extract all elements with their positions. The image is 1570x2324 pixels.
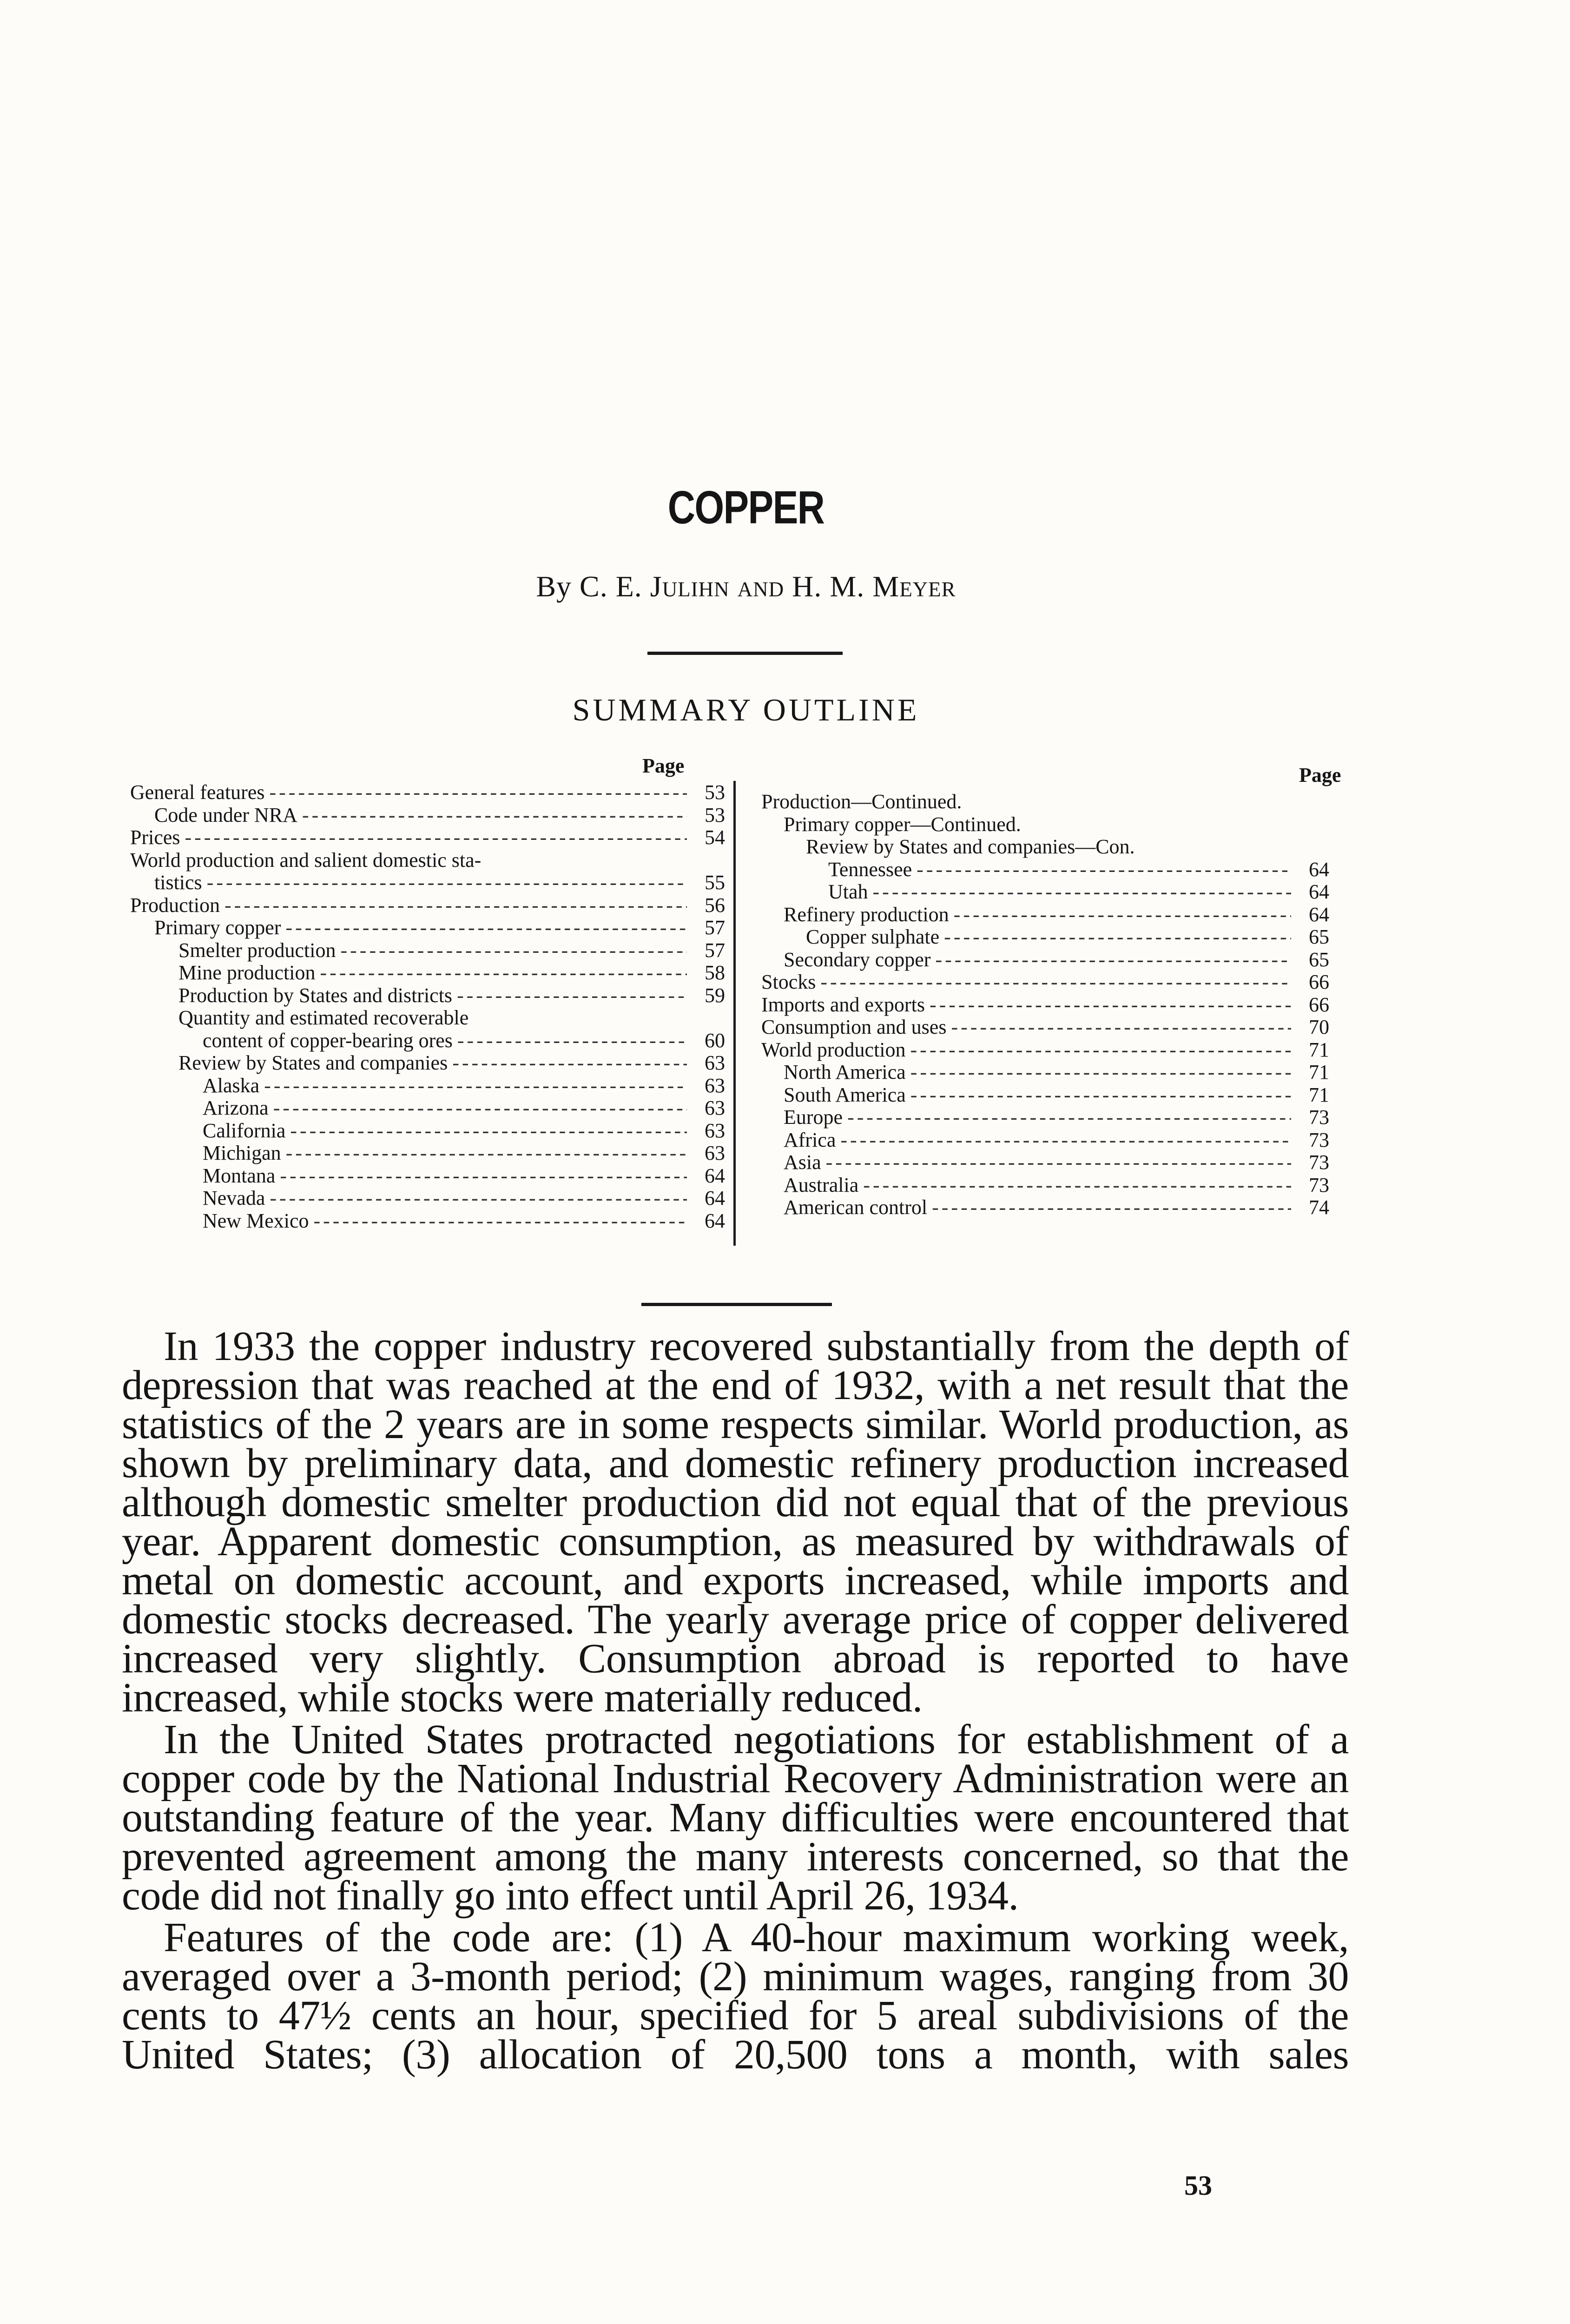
toc-entry-label: Copper sulphate (806, 925, 940, 948)
toc-entry-page: 65 (1309, 925, 1329, 948)
toc-entry (761, 1129, 1342, 1152)
toc-entry-label: Prices (130, 826, 180, 849)
toc-entry-page: 55 (705, 871, 725, 894)
author-1: Julihn (650, 570, 730, 603)
toc-entry-label: Review by States and companies (178, 1051, 448, 1074)
toc-entry-page: 63 (705, 1051, 725, 1074)
summary-outline-heading: SUMMARY OUTLINE (572, 692, 920, 727)
toc-entry (761, 880, 1342, 904)
toc-leader-dots (207, 871, 687, 894)
byline (0, 569, 1492, 604)
toc-entry-page: 56 (705, 893, 725, 917)
toc-entry-label: Europe (784, 1106, 843, 1129)
toc-entry-label: General features (130, 781, 265, 804)
toc-entry (130, 1029, 738, 1052)
toc-entry (761, 1016, 1342, 1039)
toc-entry (130, 871, 738, 894)
toc-entry-page: 53 (705, 781, 725, 804)
toc-entry-label: Arizona (203, 1096, 269, 1119)
toc-entry-page: 66 (1309, 993, 1329, 1016)
toc-leader-dots (457, 984, 687, 1007)
toc-leader-dots (840, 1129, 1291, 1152)
byline-prefix: By C. E. (536, 570, 642, 603)
toc-leader-dots (944, 925, 1291, 949)
toc-leader-dots (224, 894, 687, 917)
toc-entry (761, 948, 1342, 971)
toc-entry (130, 1209, 738, 1233)
toc-entry-label: Refinery production (784, 903, 949, 926)
toc-entry-label: American control (784, 1196, 928, 1219)
toc-leader-dots (910, 1038, 1291, 1062)
toc-entry (130, 961, 738, 984)
toc-entry-page: 64 (1309, 880, 1329, 903)
author-2-initials: H. M. (792, 570, 865, 603)
toc-entry (761, 971, 1342, 994)
toc-entry-page: 63 (705, 1142, 725, 1164)
toc-entry (761, 1151, 1342, 1174)
toc-entry (761, 835, 1342, 858)
toc-leader-dots (269, 781, 687, 804)
toc-entry-label: Production (130, 893, 220, 917)
toc-entry-page: 63 (705, 1096, 725, 1119)
author-2: Meyer (872, 570, 956, 603)
toc-entry-page: 73 (1309, 1128, 1329, 1151)
toc-entry-label: Montana (203, 1164, 276, 1187)
toc-entry (130, 916, 738, 939)
toc-leader-dots (932, 1196, 1291, 1219)
toc-leader-dots (930, 993, 1291, 1017)
toc-leader-dots (847, 1106, 1291, 1129)
toc-entry-label: Africa (784, 1128, 836, 1151)
toc-entry-label: Nevada (203, 1187, 265, 1209)
toc-entry-label: Production by States and districts (178, 984, 453, 1007)
toc-entry (130, 781, 738, 804)
toc-entry-label: World production and salient domestic sta- (130, 848, 482, 872)
toc-leader-dots (457, 1029, 687, 1052)
toc-entry-label: California (203, 1119, 286, 1142)
toc-leader-dots (314, 1209, 687, 1233)
toc-entry-page: 58 (705, 961, 725, 984)
toc-entry (761, 1038, 1342, 1062)
toc-entry-label: South America (784, 1083, 906, 1106)
page-title: COPPER (667, 482, 825, 534)
toc-entry-page: 57 (705, 916, 725, 939)
toc-entry (761, 993, 1342, 1017)
toc-entry-label: Imports and exports (761, 993, 925, 1016)
outline-end-rule (641, 1303, 832, 1306)
toc-entry-label: Mine production (178, 961, 316, 984)
paragraph: Features of the code are: (1) A 40-hour maximum working week, averaged over a 3-month period; (2) minimum wages, ranging from 30 cents to 47½ cents an hour, specified for 5 areal subdivisions of the United States; (3) allocation of 20,500 tons a month, with sales (122, 1915, 1349, 2078)
toc-entry-page: 66 (1309, 971, 1329, 993)
toc-entry (761, 1196, 1342, 1219)
toc-leader-dots (910, 1083, 1291, 1107)
toc-entry-label: Utah (828, 880, 868, 903)
toc-entry-page: 53 (705, 803, 725, 826)
toc-entry-page: 60 (705, 1029, 725, 1052)
page-number: 53 (1184, 2170, 1212, 2201)
toc-leader-dots (954, 903, 1291, 926)
toc-entry-label: Michigan (203, 1142, 281, 1164)
toc-entry-page: 63 (705, 1074, 725, 1097)
toc-leader-dots (873, 880, 1291, 904)
toc-entry-label: Asia (784, 1151, 821, 1174)
byline-and: and (737, 570, 785, 603)
toc-leader-dots (826, 1151, 1291, 1174)
toc-entry (761, 858, 1342, 881)
toc-entry (130, 939, 738, 962)
toc-left-page-label: Page (642, 754, 685, 777)
toc-entry-page: 71 (1309, 1061, 1329, 1083)
toc-entry (130, 984, 738, 1007)
toc-entry-label: Primary copper (154, 916, 281, 939)
toc-entry-page: 73 (1309, 1151, 1329, 1174)
toc-entry (761, 1083, 1342, 1107)
toc-entry (130, 849, 738, 872)
toc-entry (761, 925, 1342, 949)
toc-entry-page: 63 (705, 1119, 725, 1142)
body-text (122, 1323, 1349, 2078)
toc-leader-dots (951, 1016, 1291, 1039)
toc-entry-page: 74 (1309, 1196, 1329, 1219)
toc-entry (130, 1051, 738, 1075)
toc-leader-dots (185, 826, 687, 849)
toc-leader-dots (341, 939, 687, 962)
toc-leader-dots (273, 1096, 687, 1120)
toc-entry (761, 790, 1342, 813)
toc-leader-dots (452, 1051, 687, 1075)
toc-right-page-label: Page (1299, 764, 1341, 786)
toc-entry (130, 1096, 738, 1120)
toc-entry-label: Consumption and uses (761, 1016, 947, 1038)
toc-entry-label: New Mexico (203, 1209, 309, 1232)
toc-leader-dots (935, 948, 1291, 971)
toc-entry-label: Tennessee (828, 858, 912, 881)
toc-entry-page: 64 (1309, 903, 1329, 926)
toc-entry (130, 1006, 738, 1030)
toc-entry (761, 813, 1342, 836)
toc-entry-label: Alaska (203, 1074, 260, 1097)
paragraph: In 1933 the copper industry recovered substantially from the depth of depression that was reached at the end of 1932, with a net result that the statistics of the 2 years are in some respects similar. World production, as shown by preliminary data, and domestic refinery production increased although domestic smelter production did not equal that of the previous year. Apparent domestic consumption, as measured by withdrawals of metal on domestic account, and exports increased, while imports and domestic stocks decreased. The yearly average price of copper delivered increased very slightly. Consumption abroad is reported to have increased, while stocks were materially reduced. (122, 1323, 1349, 1721)
toc-entry-page: 64 (705, 1187, 725, 1209)
toc-entry (130, 1119, 738, 1142)
toc-entry-label: Code under NRA (154, 803, 297, 826)
toc-entry (130, 1187, 738, 1210)
toc-leader-dots (820, 971, 1291, 994)
toc-entry (130, 1074, 738, 1097)
toc-leader-dots (286, 1142, 687, 1165)
toc-leader-dots (264, 1074, 687, 1097)
toc-leader-dots (863, 1174, 1291, 1197)
toc-entry-page: 59 (705, 984, 725, 1007)
title-rule (647, 652, 843, 655)
toc-leader-dots (320, 961, 687, 984)
toc-entry-page: 57 (705, 938, 725, 962)
toc-entry (130, 1142, 738, 1165)
toc-entry-label: Stocks (761, 971, 816, 993)
toc-entry-label: Australia (784, 1173, 859, 1196)
toc-entry-page: 71 (1309, 1038, 1329, 1061)
toc-entry-page: 65 (1309, 948, 1329, 971)
toc-entry-label: North America (784, 1061, 906, 1083)
toc-leader-dots (290, 1119, 687, 1142)
toc-entry-page: 70 (1309, 1016, 1329, 1038)
toc-leader-dots (917, 858, 1291, 881)
toc-entry-label: Secondary copper (784, 948, 931, 971)
toc-entry-label: Production—Continued. (761, 790, 962, 813)
toc-entry-page: 64 (1309, 858, 1329, 881)
toc-leader-dots (270, 1187, 687, 1210)
toc-entry-label: content of copper-bearing ores (203, 1029, 453, 1052)
toc-leader-dots (910, 1061, 1291, 1084)
toc-entry-page: 71 (1309, 1083, 1329, 1106)
toc-entry-page: 64 (705, 1164, 725, 1187)
toc-entry (761, 1106, 1342, 1129)
toc-entry (130, 894, 738, 917)
toc-entry-label: tistics (154, 871, 202, 894)
toc-entry (130, 1164, 738, 1188)
toc-entry-page: 64 (705, 1209, 725, 1232)
toc-entry-label: World production (761, 1038, 906, 1061)
toc-entry-page: 54 (705, 826, 725, 849)
toc-entry (130, 826, 738, 849)
toc-entry-label: Quantity and estimated recoverable (178, 1006, 469, 1029)
toc-entry-label: Review by States and companies—Con. (806, 835, 1135, 858)
toc-entry (761, 1061, 1342, 1084)
toc-entry-page: 73 (1309, 1173, 1329, 1196)
toc-entry (761, 1174, 1342, 1197)
toc-leader-dots (302, 804, 687, 827)
toc-entry-label: Smelter production (178, 938, 336, 962)
toc-entry-page: 73 (1309, 1106, 1329, 1129)
toc-leader-dots (285, 916, 687, 939)
toc-entry (130, 804, 738, 827)
toc-entry (761, 903, 1342, 926)
paragraph: In the United States protracted negotiations for establishment of a copper code by the National Industrial Recovery Administration were an outstanding feature of the year. Many difficulties were encountered that prevented agreement among the many interests concerned, so that the code did not finally go into effect until April 26, 1934. (122, 1717, 1349, 1919)
toc-leader-dots (280, 1164, 687, 1188)
toc-entry-label: Primary copper—Continued. (784, 812, 1021, 836)
toc-column-divider (733, 781, 736, 1246)
